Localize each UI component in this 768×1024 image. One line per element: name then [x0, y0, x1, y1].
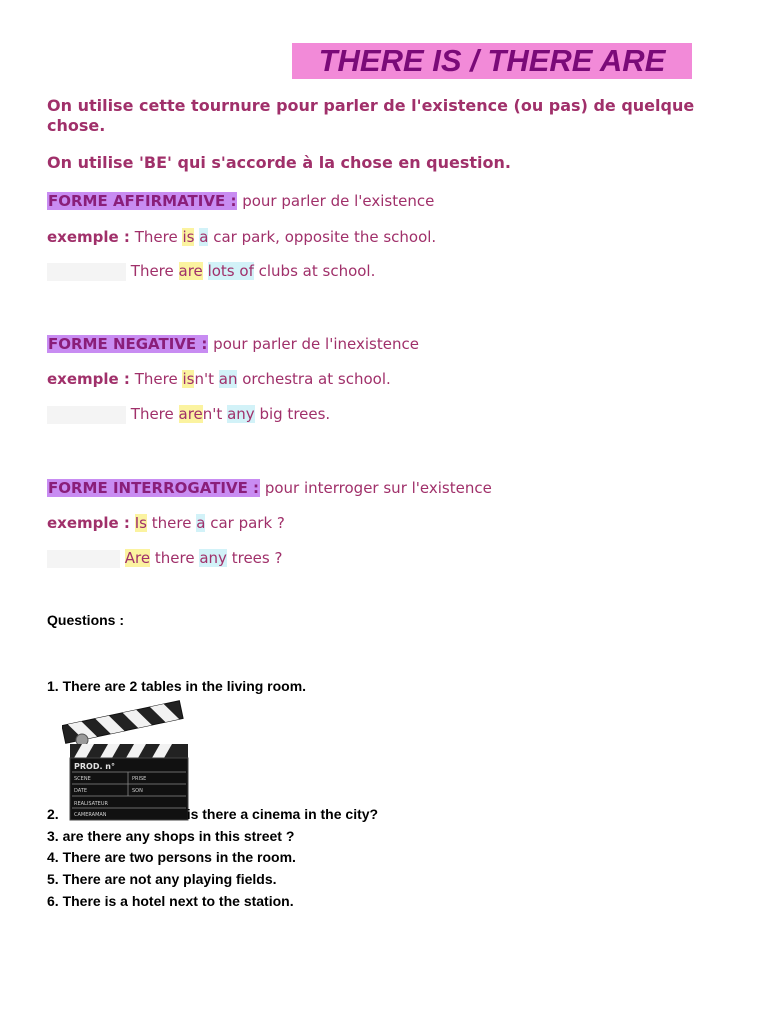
- example-label: exemple :: [47, 514, 130, 532]
- question-2-line: [47, 804, 378, 825]
- highlight-quantifier: an: [218, 370, 238, 388]
- clapper-scene-label: SCENE: [74, 776, 91, 782]
- intro-paragraph-1: On utilise cette tournure pour parler de l'existence (ou pas) de quelque chose.: [47, 96, 695, 135]
- interrogative-heading: FORME INTERROGATIVE :: [48, 479, 260, 497]
- example-rest: orchestra at school.: [242, 370, 391, 388]
- affirmative-heading-line: [47, 190, 434, 212]
- highlight-verb: Are: [124, 549, 151, 567]
- negative-heading: FORME NEGATIVE :: [48, 335, 208, 353]
- example-rest: car park ?: [210, 514, 285, 532]
- question-3: 3. are there any shops in this street ?: [47, 828, 295, 844]
- question-1: 1. There are 2 tables in the living room.: [47, 678, 307, 694]
- highlight-verb: are: [178, 405, 203, 423]
- negative-example-1: [47, 368, 391, 390]
- clapper-realisateur-label: REALISATEUR: [74, 801, 108, 807]
- highlight-quantifier: a: [199, 228, 209, 246]
- negative-heading-line: [47, 333, 419, 355]
- question-2: is there a cinema in the city?: [186, 806, 379, 822]
- indent-block: [47, 550, 120, 568]
- example-word: There: [134, 370, 178, 388]
- negation: n't: [194, 370, 214, 388]
- highlight-verb: is: [182, 228, 195, 246]
- highlight-verb: Is: [134, 514, 147, 532]
- highlight-verb: are: [178, 262, 203, 280]
- intro-paragraph-2: On utilise 'BE' qui s'accorde à la chose en question.: [47, 153, 511, 172]
- page-title: THERE IS / THERE ARE: [292, 43, 692, 79]
- example-rest: big trees.: [259, 405, 331, 423]
- highlight-quantifier: any: [227, 405, 255, 423]
- example-rest: car park, opposite the school.: [213, 228, 437, 246]
- example-word: There: [130, 405, 174, 423]
- example-rest: trees ?: [231, 549, 283, 567]
- highlight-quantifier: any: [199, 549, 227, 567]
- example-word: there: [154, 549, 195, 567]
- clapper-cameraman-label: CAMERAMAN: [74, 812, 107, 818]
- example-word: There: [130, 262, 174, 280]
- example-word: There: [134, 228, 178, 246]
- question-2-number: 2.: [47, 806, 59, 822]
- example-label: exemple :: [47, 228, 130, 246]
- indent-block: [47, 406, 126, 424]
- affirmative-description: pour parler de l'existence: [242, 192, 435, 210]
- negative-description: pour parler de l'inexistence: [213, 335, 419, 353]
- clapper-prod-label: PROD. n°: [74, 762, 115, 771]
- interrogative-example-2: [47, 547, 282, 569]
- example-word: there: [151, 514, 192, 532]
- highlight-quantifier: a: [196, 514, 206, 532]
- example-label: exemple :: [47, 370, 130, 388]
- clapper-date-label: DATE: [74, 788, 88, 794]
- clapper-son-label: SON: [132, 788, 143, 794]
- interrogative-heading-line: [47, 477, 492, 499]
- highlight-verb: is: [182, 370, 195, 388]
- negative-example-2: [47, 403, 330, 425]
- question-6: 6. There is a hotel next to the station.: [47, 893, 294, 909]
- question-5: 5. There are not any playing fields.: [47, 871, 277, 887]
- affirmative-example-1: [47, 226, 436, 248]
- interrogative-description: pour interroger sur l'existence: [264, 479, 492, 497]
- questions-heading: Questions :: [47, 612, 125, 628]
- clapper-prise-label: PRISE: [132, 776, 147, 782]
- example-rest: clubs at school.: [258, 262, 376, 280]
- interrogative-example-1: [47, 512, 285, 534]
- affirmative-heading: FORME AFFIRMATIVE :: [48, 192, 237, 210]
- question-4: 4. There are two persons in the room.: [47, 849, 296, 865]
- negation: n't: [202, 405, 223, 423]
- indent-block: [47, 263, 126, 281]
- highlight-quantifier: lots of: [207, 262, 254, 280]
- affirmative-example-2: [47, 260, 375, 282]
